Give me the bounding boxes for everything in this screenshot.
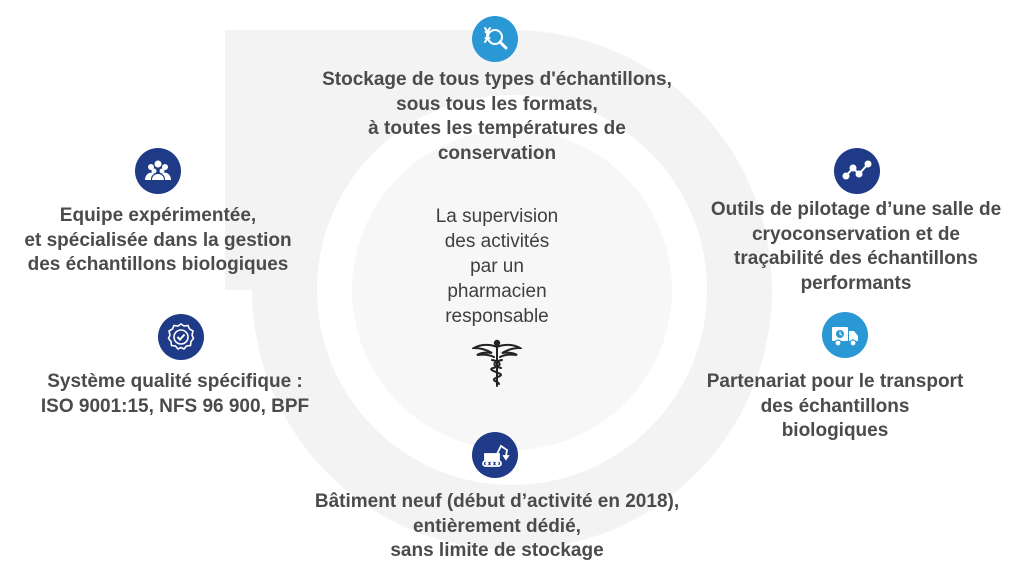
team-line: des échantillons biologiques	[27, 254, 289, 275]
center-line: pharmacien	[447, 281, 547, 302]
storage-line: à toutes les températures de	[368, 118, 626, 139]
building-line: entièrement dédié,	[413, 515, 581, 537]
team-text	[8, 204, 308, 278]
building-line: sans limite de stockage	[390, 540, 604, 561]
building-line: Bâtiment neuf (début d’activité en 2018),	[314, 491, 680, 512]
transport-line: des échantillons	[760, 395, 910, 417]
certified-badge-icon	[158, 314, 204, 360]
tools-line: Outils de pilotage d’une salle de	[710, 199, 1002, 220]
quality-text	[20, 370, 330, 419]
dna-magnifier-icon	[472, 16, 518, 62]
caduceus-icon	[472, 338, 522, 388]
tools-text	[686, 198, 1024, 296]
storage-line: sous tous les formats,	[396, 93, 598, 115]
center-line: responsable	[445, 306, 549, 327]
storage-text	[297, 68, 697, 166]
transport-text	[690, 370, 980, 444]
team-line: Equipe expérimentée,	[59, 205, 257, 226]
transport-line: biologiques	[781, 420, 889, 441]
team-line: et spécialisée dans la gestion	[24, 229, 292, 251]
line-chart-icon	[834, 148, 880, 194]
storage-line: Stockage de tous types d'échantillons,	[322, 69, 672, 90]
building-text	[297, 490, 697, 564]
storage-line: conservation	[437, 142, 557, 164]
tools-line: performants	[800, 272, 912, 294]
center-text	[422, 204, 572, 329]
quality-line: Système qualité spécifique :	[47, 371, 303, 392]
center-line: La supervision	[435, 206, 559, 227]
tools-line: traçabilité des échantillons	[734, 248, 978, 269]
truck-icon	[822, 312, 868, 358]
tools-line: cryoconservation et de	[751, 223, 961, 245]
quality-line: ISO 9001:15, NFS 96 900, BPF	[40, 395, 310, 417]
team-icon	[135, 148, 181, 194]
center-line: par un	[470, 256, 524, 277]
transport-line: Partenariat pour le transport	[706, 371, 964, 392]
construction-icon	[472, 432, 518, 478]
center-line: des activités	[444, 231, 550, 252]
